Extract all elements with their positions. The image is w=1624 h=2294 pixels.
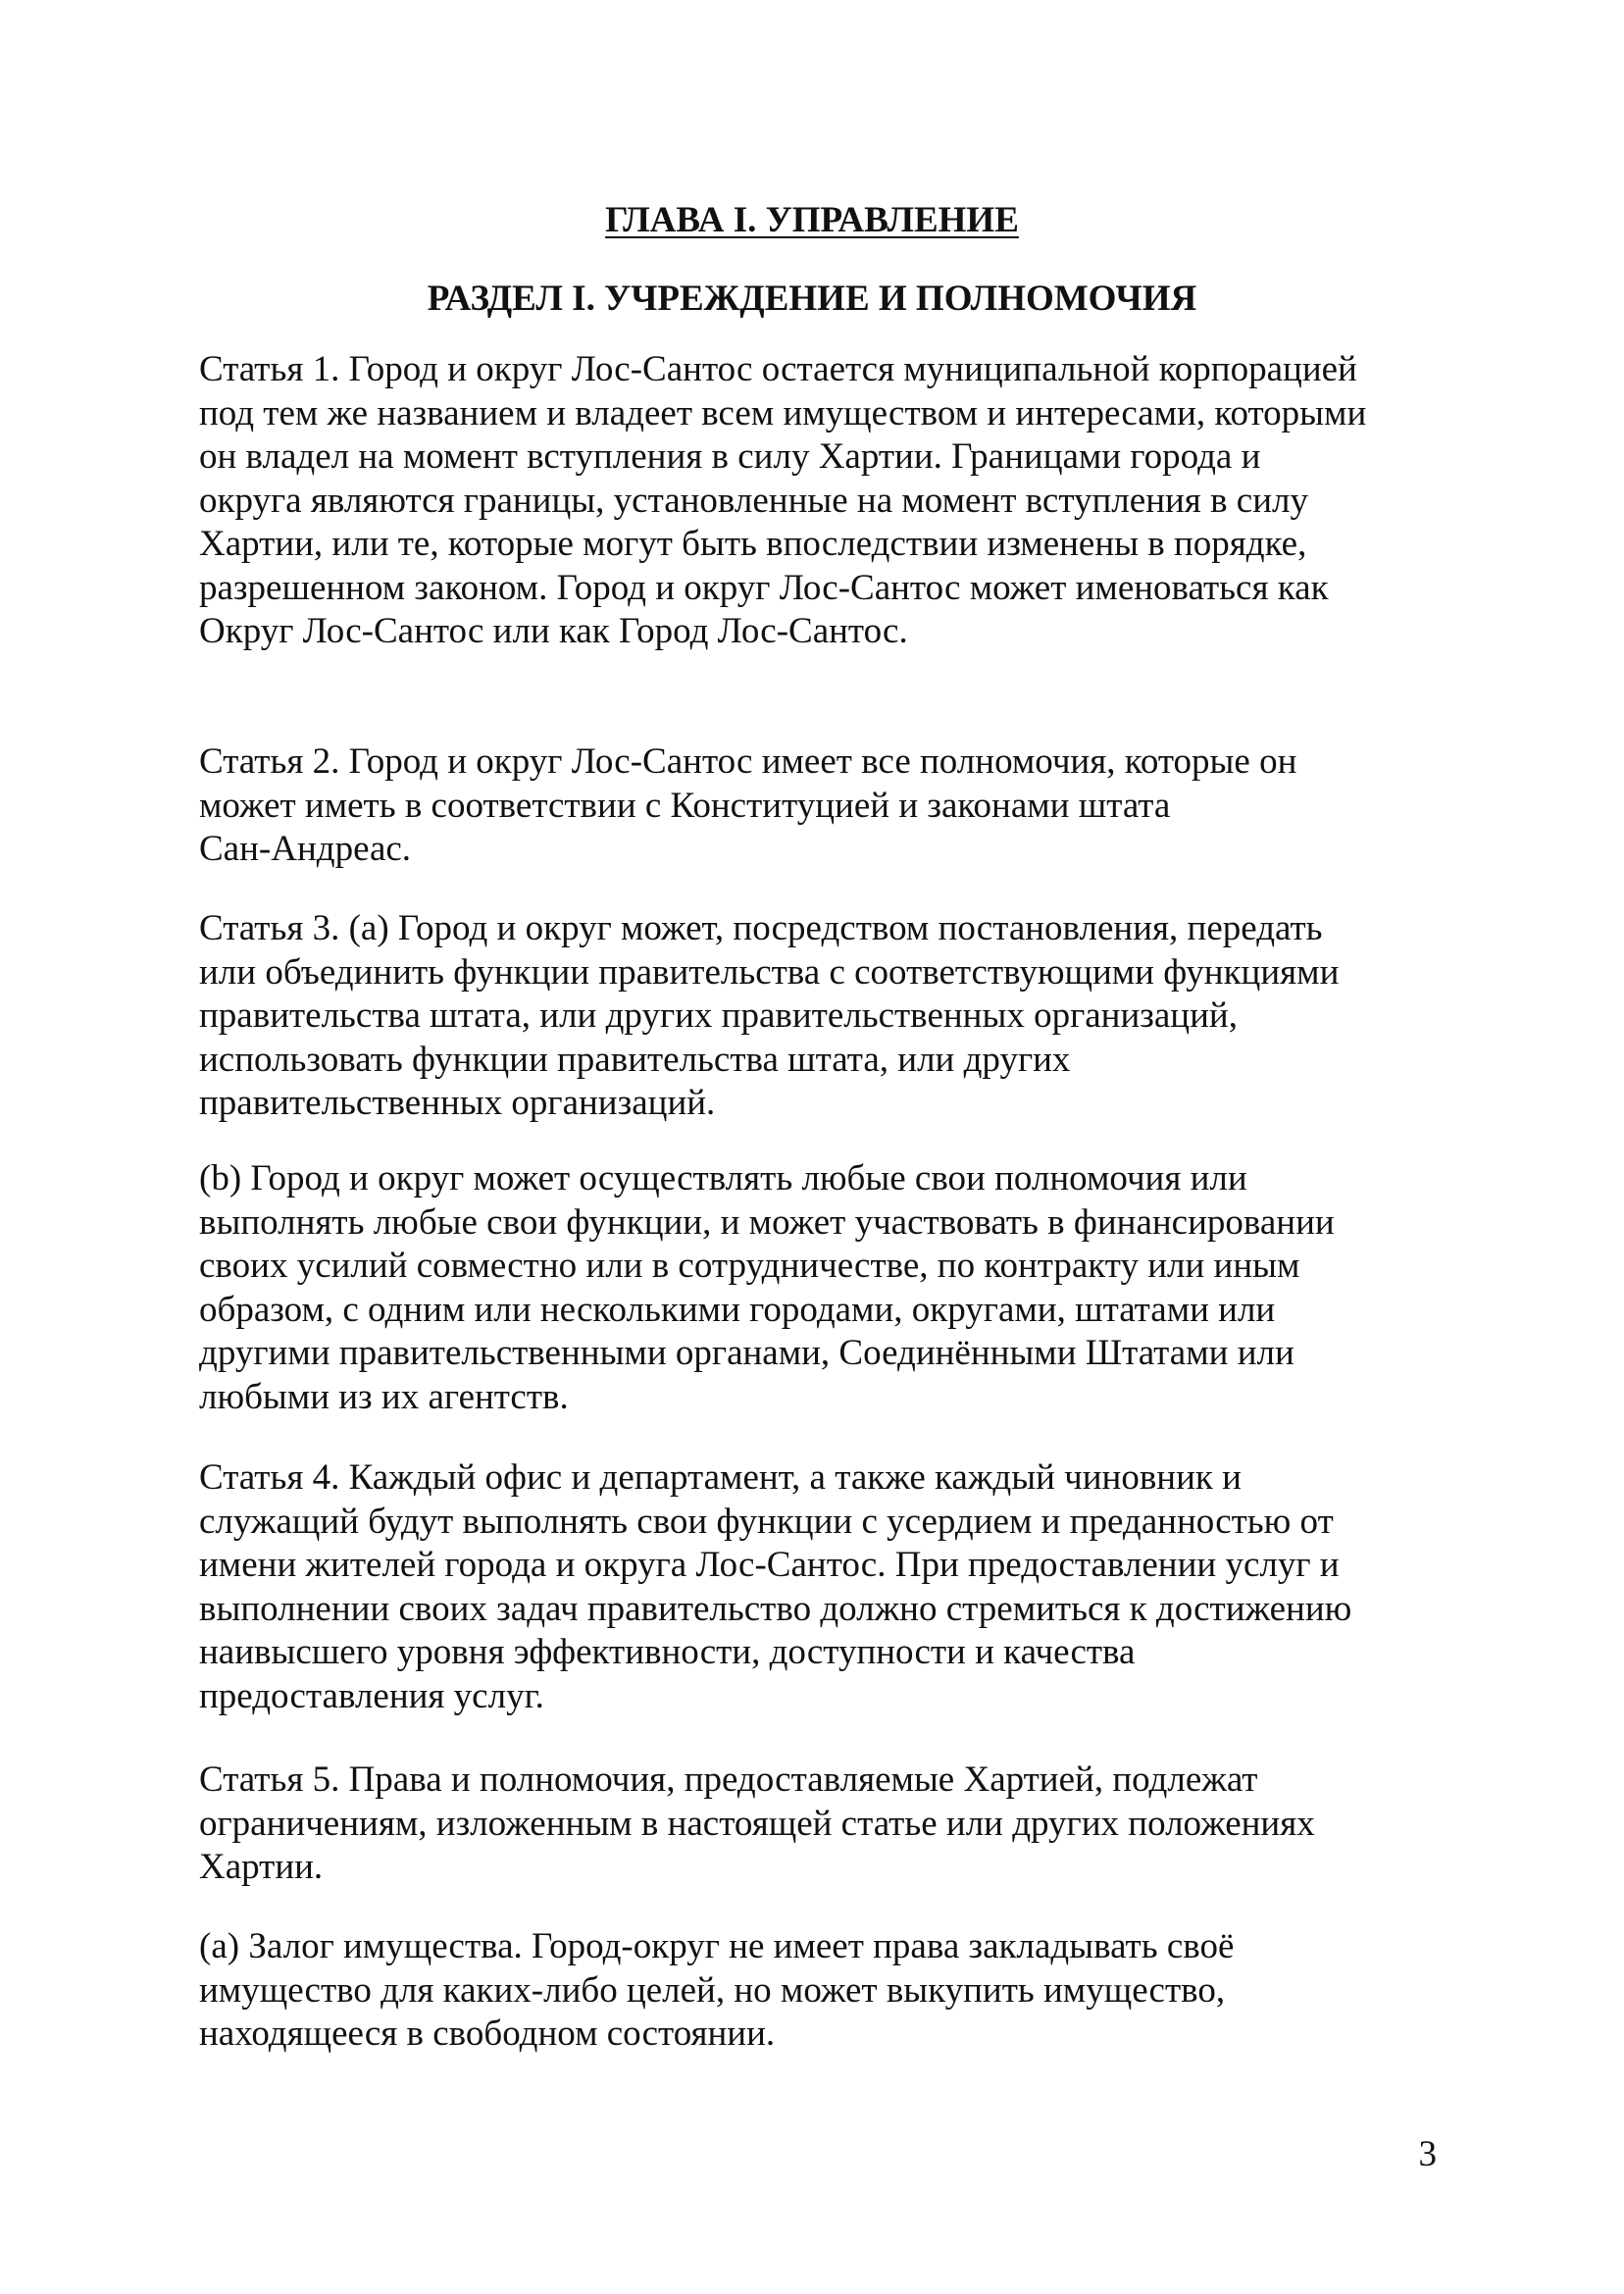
text-line: (b) Город и округ может осуществлять любые свои полномочия или bbox=[199, 1158, 1247, 1198]
text-line: Округ Лос-Сантос или как Город Лос-Сантос. bbox=[199, 611, 908, 651]
text-line: служащий будут выполнять свои функции с усердием и преданностью от bbox=[199, 1501, 1334, 1542]
text-line: (a) Залог имущества. Город-округ не имеет права закладывать своё bbox=[199, 1926, 1235, 1966]
text-line: Статья 5. Права и полномочия, предоставляемые Хартией, подлежат bbox=[199, 1759, 1258, 1800]
article-1-paragraph bbox=[199, 348, 1454, 654]
text-line: правительства штата, или других правительственных организаций, bbox=[199, 995, 1238, 1036]
text-line: он владел на момент вступления в силу Хартии. Границами города и bbox=[199, 436, 1261, 477]
text-line: Статья 2. Город и округ Лос-Сантос имеет все полномочия, которые он bbox=[199, 741, 1297, 782]
text-line: имени жителей города и округа Лос-Сантос. При предоставлении услуг и bbox=[199, 1545, 1340, 1585]
page-number: 3 bbox=[1418, 2134, 1437, 2174]
text-line: находящееся в свободном состоянии. bbox=[199, 2014, 776, 2054]
text-line: выполнении своих задач правительство должно стремиться к достижению bbox=[199, 1588, 1352, 1629]
text-line: под тем же названием и владеет всем имуществом и интересами, которыми bbox=[199, 392, 1367, 433]
article-3a-paragraph bbox=[199, 907, 1454, 1126]
text-line: округа являются границы, установленные на момент вступления в силу bbox=[199, 480, 1308, 521]
text-line: ограничениям, изложенным в настоящей статье или других положениях bbox=[199, 1803, 1315, 1844]
article-5a-paragraph bbox=[199, 1925, 1454, 2057]
article-5-paragraph bbox=[199, 1759, 1454, 1890]
text-line: разрешенном законом. Город и округ Лос-Сантос может именоваться как bbox=[199, 567, 1329, 608]
text-line: любыми из их агентств. bbox=[199, 1376, 569, 1417]
text-line: Статья 3. (a) Город и округ может, посредством постановления, передать bbox=[199, 908, 1323, 948]
text-line: наивысшего уровня эффективности, доступности и качества bbox=[199, 1632, 1136, 1672]
article-3b-paragraph bbox=[199, 1157, 1454, 1419]
text-line: Хартии. bbox=[199, 1847, 324, 1887]
text-line: правительственных организаций. bbox=[199, 1083, 716, 1123]
section-title: РАЗДЕЛ I. УЧРЕЖДЕНИЕ И ПОЛНОМОЧИЯ bbox=[427, 279, 1197, 319]
text-line: Сан-Андреас. bbox=[199, 829, 412, 869]
text-line: имущество для каких-либо целей, но может выкупить имущество, bbox=[199, 1969, 1226, 2011]
text-line: использовать функции правительства штата, или других bbox=[199, 1039, 1071, 1080]
text-line: может иметь в соответствии с Конституцией и законами штата bbox=[199, 785, 1171, 826]
article-4-paragraph bbox=[199, 1456, 1454, 1718]
text-line: образом, с одним или несколькими городами, округами, штатами или bbox=[199, 1289, 1276, 1330]
chapter-title: ГЛАВА I. УПРАВЛЕНИЕ bbox=[605, 200, 1019, 240]
text-line: предоставления услуг. bbox=[199, 1675, 544, 1716]
text-line: Статья 4. Каждый офис и департамент, а также каждый чиновник и bbox=[199, 1457, 1242, 1498]
text-line: своих усилий совместно или в сотрудничестве, по контракту или иным bbox=[199, 1246, 1300, 1286]
article-2-paragraph bbox=[199, 740, 1454, 872]
text-line: Хартии, или те, которые могут быть впоследствии изменены в порядке, bbox=[199, 524, 1307, 564]
text-line: Статья 1. Город и округ Лос-Сантос остается муниципальной корпорацией bbox=[199, 349, 1357, 389]
text-line: выполнять любые свои функции, и может участвовать в финансировании bbox=[199, 1201, 1335, 1243]
text-line: или объединить функции правительства с соответствующими функциями bbox=[199, 951, 1340, 993]
text-line: другими правительственными органами, Соединёнными Штатами или bbox=[199, 1333, 1294, 1373]
